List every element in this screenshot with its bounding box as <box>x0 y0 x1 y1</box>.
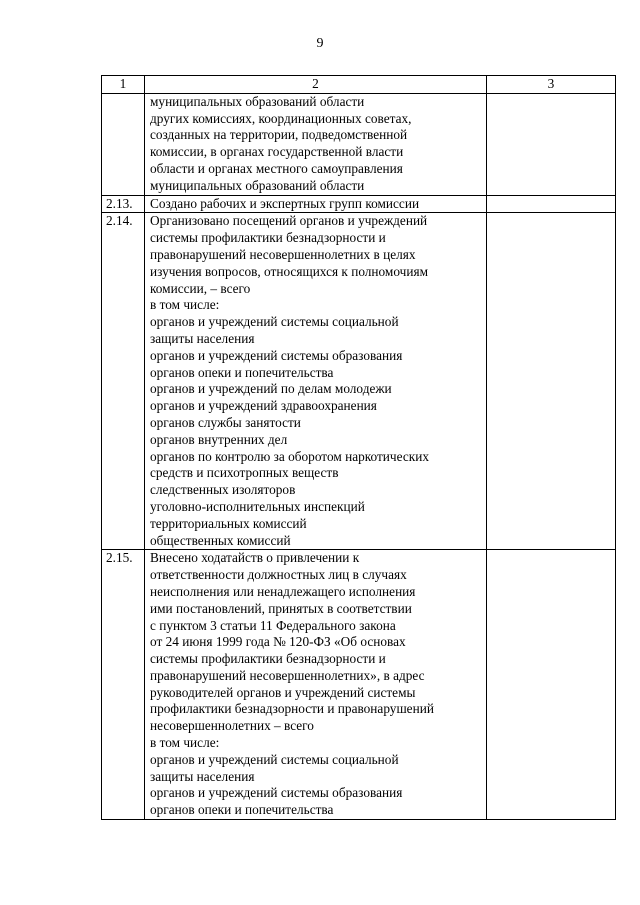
description-line: области и органах местного самоуправления <box>150 160 403 176</box>
item-value <box>487 213 616 550</box>
description-line: изучения вопросов, относящихся к полномочиям <box>150 263 428 279</box>
description-line: от 24 июня 1999 года № 120-ФЗ «Об основах <box>150 634 406 650</box>
item-number: 2.15. <box>102 550 145 820</box>
description-line: ими постановлений, принятых в соответствии <box>150 600 412 616</box>
description-line: органов и учреждений системы социальной <box>150 751 399 767</box>
description-line: ответственности должностных лиц в случаях <box>150 567 407 583</box>
description-line: защиты населения <box>150 768 255 784</box>
table-row <box>102 550 616 820</box>
header-col-2: 2 <box>145 76 487 94</box>
description-line: руководителей органов и учреждений системы <box>150 684 416 700</box>
item-number: 2.13. <box>102 195 145 213</box>
description-line: муниципальных образований области <box>150 93 365 109</box>
table-row <box>102 195 616 213</box>
description-line: органов и учреждений по делам молодежи <box>150 381 392 397</box>
description-line: общественных комиссий <box>150 532 291 548</box>
description-line: в том числе: <box>150 735 220 751</box>
description-line: несовершеннолетних – всего <box>150 718 314 734</box>
table-row <box>102 213 616 550</box>
description-line: правонарушений несовершеннолетних», в адрес <box>150 667 425 683</box>
description-line: профилактики безнадзорности и правонарушений <box>150 701 434 717</box>
table-row <box>102 93 616 195</box>
description-line: Организовано посещений органов и учреждений <box>150 213 428 229</box>
item-description <box>145 93 487 195</box>
header-col-3: 3 <box>487 76 616 94</box>
description-line: других комиссиях, координационных советах, <box>150 110 412 126</box>
description-line: уголовно-исполнительных инспекций <box>150 498 365 514</box>
description-line: следственных изоляторов <box>150 482 296 498</box>
item-value <box>487 93 616 195</box>
description-line: комиссии, в органах государственной власти <box>150 144 404 160</box>
header-col-1: 1 <box>102 76 145 94</box>
description-line: органов опеки и попечительства <box>150 802 334 818</box>
description-line: неисполнения или ненадлежащего исполнения <box>150 583 416 599</box>
description-line: муниципальных образований области <box>150 177 365 193</box>
description-line: системы профилактики безнадзорности и <box>150 651 386 667</box>
description-line: Внесено ходатайств о привлечении к <box>150 550 360 566</box>
description-line: органов и учреждений системы образования <box>150 347 403 363</box>
description-line: органов службы занятости <box>150 414 301 430</box>
item-value <box>487 550 616 820</box>
page-number: 9 <box>316 36 324 51</box>
item-description <box>145 550 487 820</box>
description-line: Создано рабочих и экспертных групп комиссии <box>150 195 420 211</box>
description-line: органов внутренних дел <box>150 431 288 447</box>
description-line: комиссии, – всего <box>150 280 251 296</box>
table-header-row <box>102 76 616 94</box>
description-line: средств и психотропных веществ <box>150 465 339 481</box>
description-line: правонарушений несовершеннолетних в целях <box>150 246 416 262</box>
item-description <box>145 195 487 213</box>
item-description <box>145 213 487 550</box>
description-line: защиты населения <box>150 330 255 346</box>
description-line: органов и учреждений системы образования <box>150 785 403 801</box>
description-line: органов по контролю за оборотом наркотических <box>150 448 429 464</box>
description-line: органов и учреждений здравоохранения <box>150 398 377 414</box>
description-line: в том числе: <box>150 297 220 313</box>
description-line: территориальных комиссий <box>150 515 307 531</box>
item-number <box>102 93 145 195</box>
description-line: органов и учреждений системы социальной <box>150 314 399 330</box>
item-value <box>487 195 616 213</box>
description-line: с пунктом 3 статьи 11 Федерального закона <box>150 617 396 633</box>
item-number: 2.14. <box>102 213 145 550</box>
description-line: органов опеки и попечительства <box>150 364 334 380</box>
description-line: созданных на территории, подведомственной <box>150 127 408 143</box>
description-line: системы профилактики безнадзорности и <box>150 230 386 246</box>
report-table <box>101 75 616 820</box>
